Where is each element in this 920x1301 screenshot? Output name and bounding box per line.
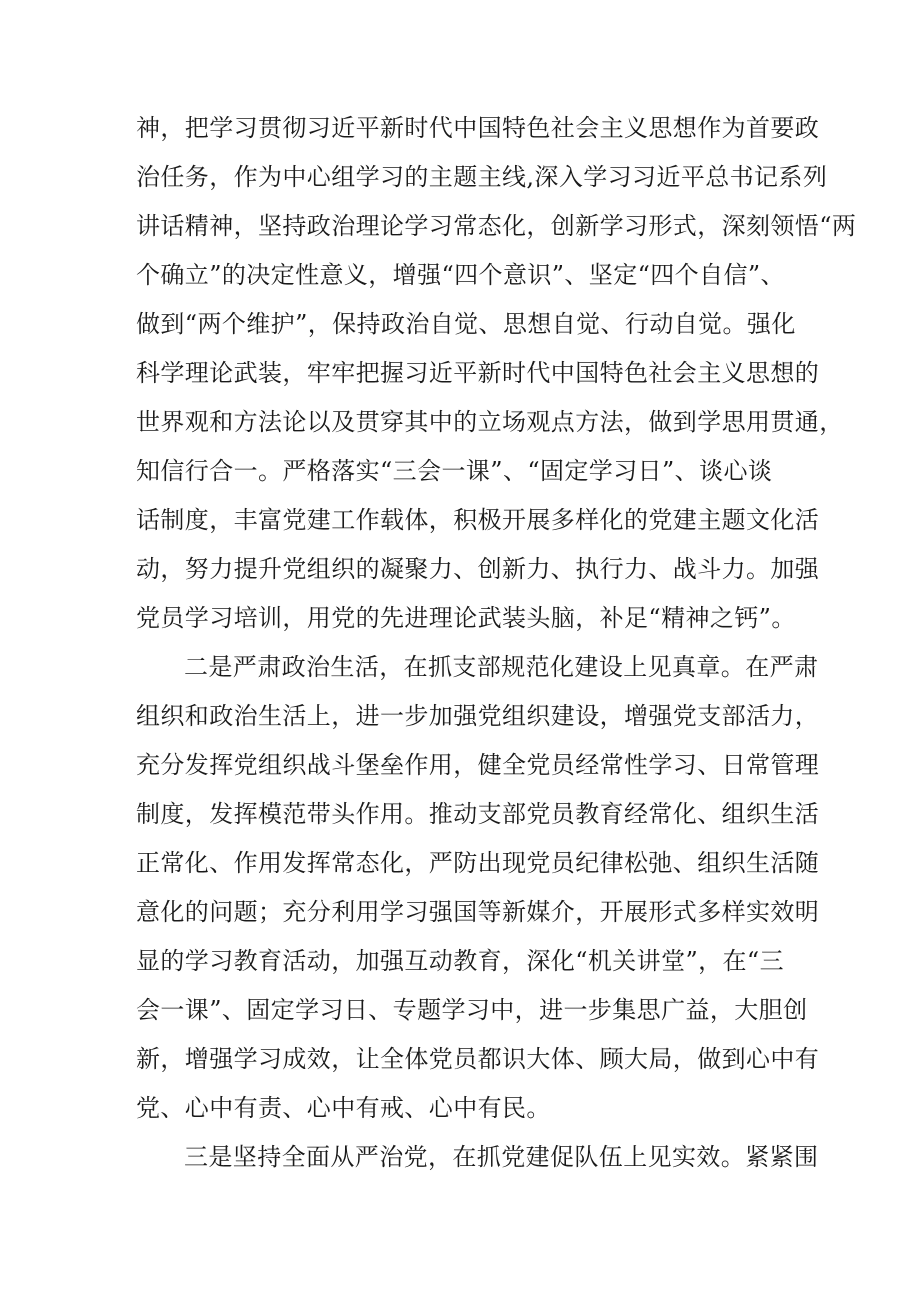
text-line: 个确立”的决定性意义，增强“四个意识”、坚定“四个自信”、	[136, 261, 785, 289]
text-line: 做到“两个维护”，保持政治自觉、思想自觉、行动自觉。强化	[136, 310, 796, 338]
text-line: 会一课”、固定学习日、专题学习中，进一步集思广益，大胆创	[136, 996, 808, 1024]
text-line: 显的学习教育活动，加强互动教育，深化“机关讲堂”，在“三	[136, 947, 785, 975]
text-line: 讲话精神，坚持政治理论学习常态化，创新学习形式，深刻领悟“两	[136, 212, 857, 240]
text-line: 意化的问题；充分利用学习强国等新媒介，开展形式多样实效明	[136, 898, 820, 926]
text-line: 组织和政治生活上，进一步加强党组织建设，增强党支部活力，	[136, 702, 820, 730]
text-line: 动，努力提升党组织的凝聚力、创新力、执行力、战斗力。加强	[136, 555, 820, 583]
text-line: 知信行合一。严格落实“三会一课”、“固定学习日”、谈心谈	[136, 457, 773, 485]
paragraph-start-line: 三是坚持全面从严治党，在抓党建促队伍上见实效。紧紧围	[184, 1143, 819, 1171]
text-line: 神，把学习贯彻习近平新时代中国特色社会主义思想作为首要政	[136, 114, 820, 142]
text-line: 正常化、作用发挥常态化，严防出现党员纪律松弛、组织生活随	[136, 849, 820, 877]
text-line: 话制度，丰富党建工作载体，积极开展多样化的党建主题文化活	[136, 506, 820, 534]
text-line: 新，增强学习成效，让全体党员都识大体、顾大局，做到心中有	[136, 1045, 820, 1073]
text-line: 制度，发挥模范带头作用。推动支部党员教育经常化、组织生活	[136, 800, 820, 828]
paragraph-start-line: 二是严肃政治生活，在抓支部规范化建设上见真章。在严肃	[184, 653, 819, 681]
text-line: 科学理论武装，牢牢把握习近平新时代中国特色社会主义思想的	[136, 359, 820, 387]
text-line: 党、心中有责、心中有戒、心中有民。	[136, 1094, 551, 1122]
text-line: 世界观和方法论以及贯穿其中的立场观点方法，做到学思用贯通，	[136, 408, 844, 436]
text-line: 党员学习培训，用党的先进理论武装头脑，补足“精神之钙”。	[136, 604, 796, 632]
text-line: 治任务，作为中心组学习的主题主线,深入学习习近平总书记系列	[136, 163, 828, 191]
text-line: 充分发挥党组织战斗堡垒作用，健全党员经常性学习、日常管理	[136, 751, 820, 779]
